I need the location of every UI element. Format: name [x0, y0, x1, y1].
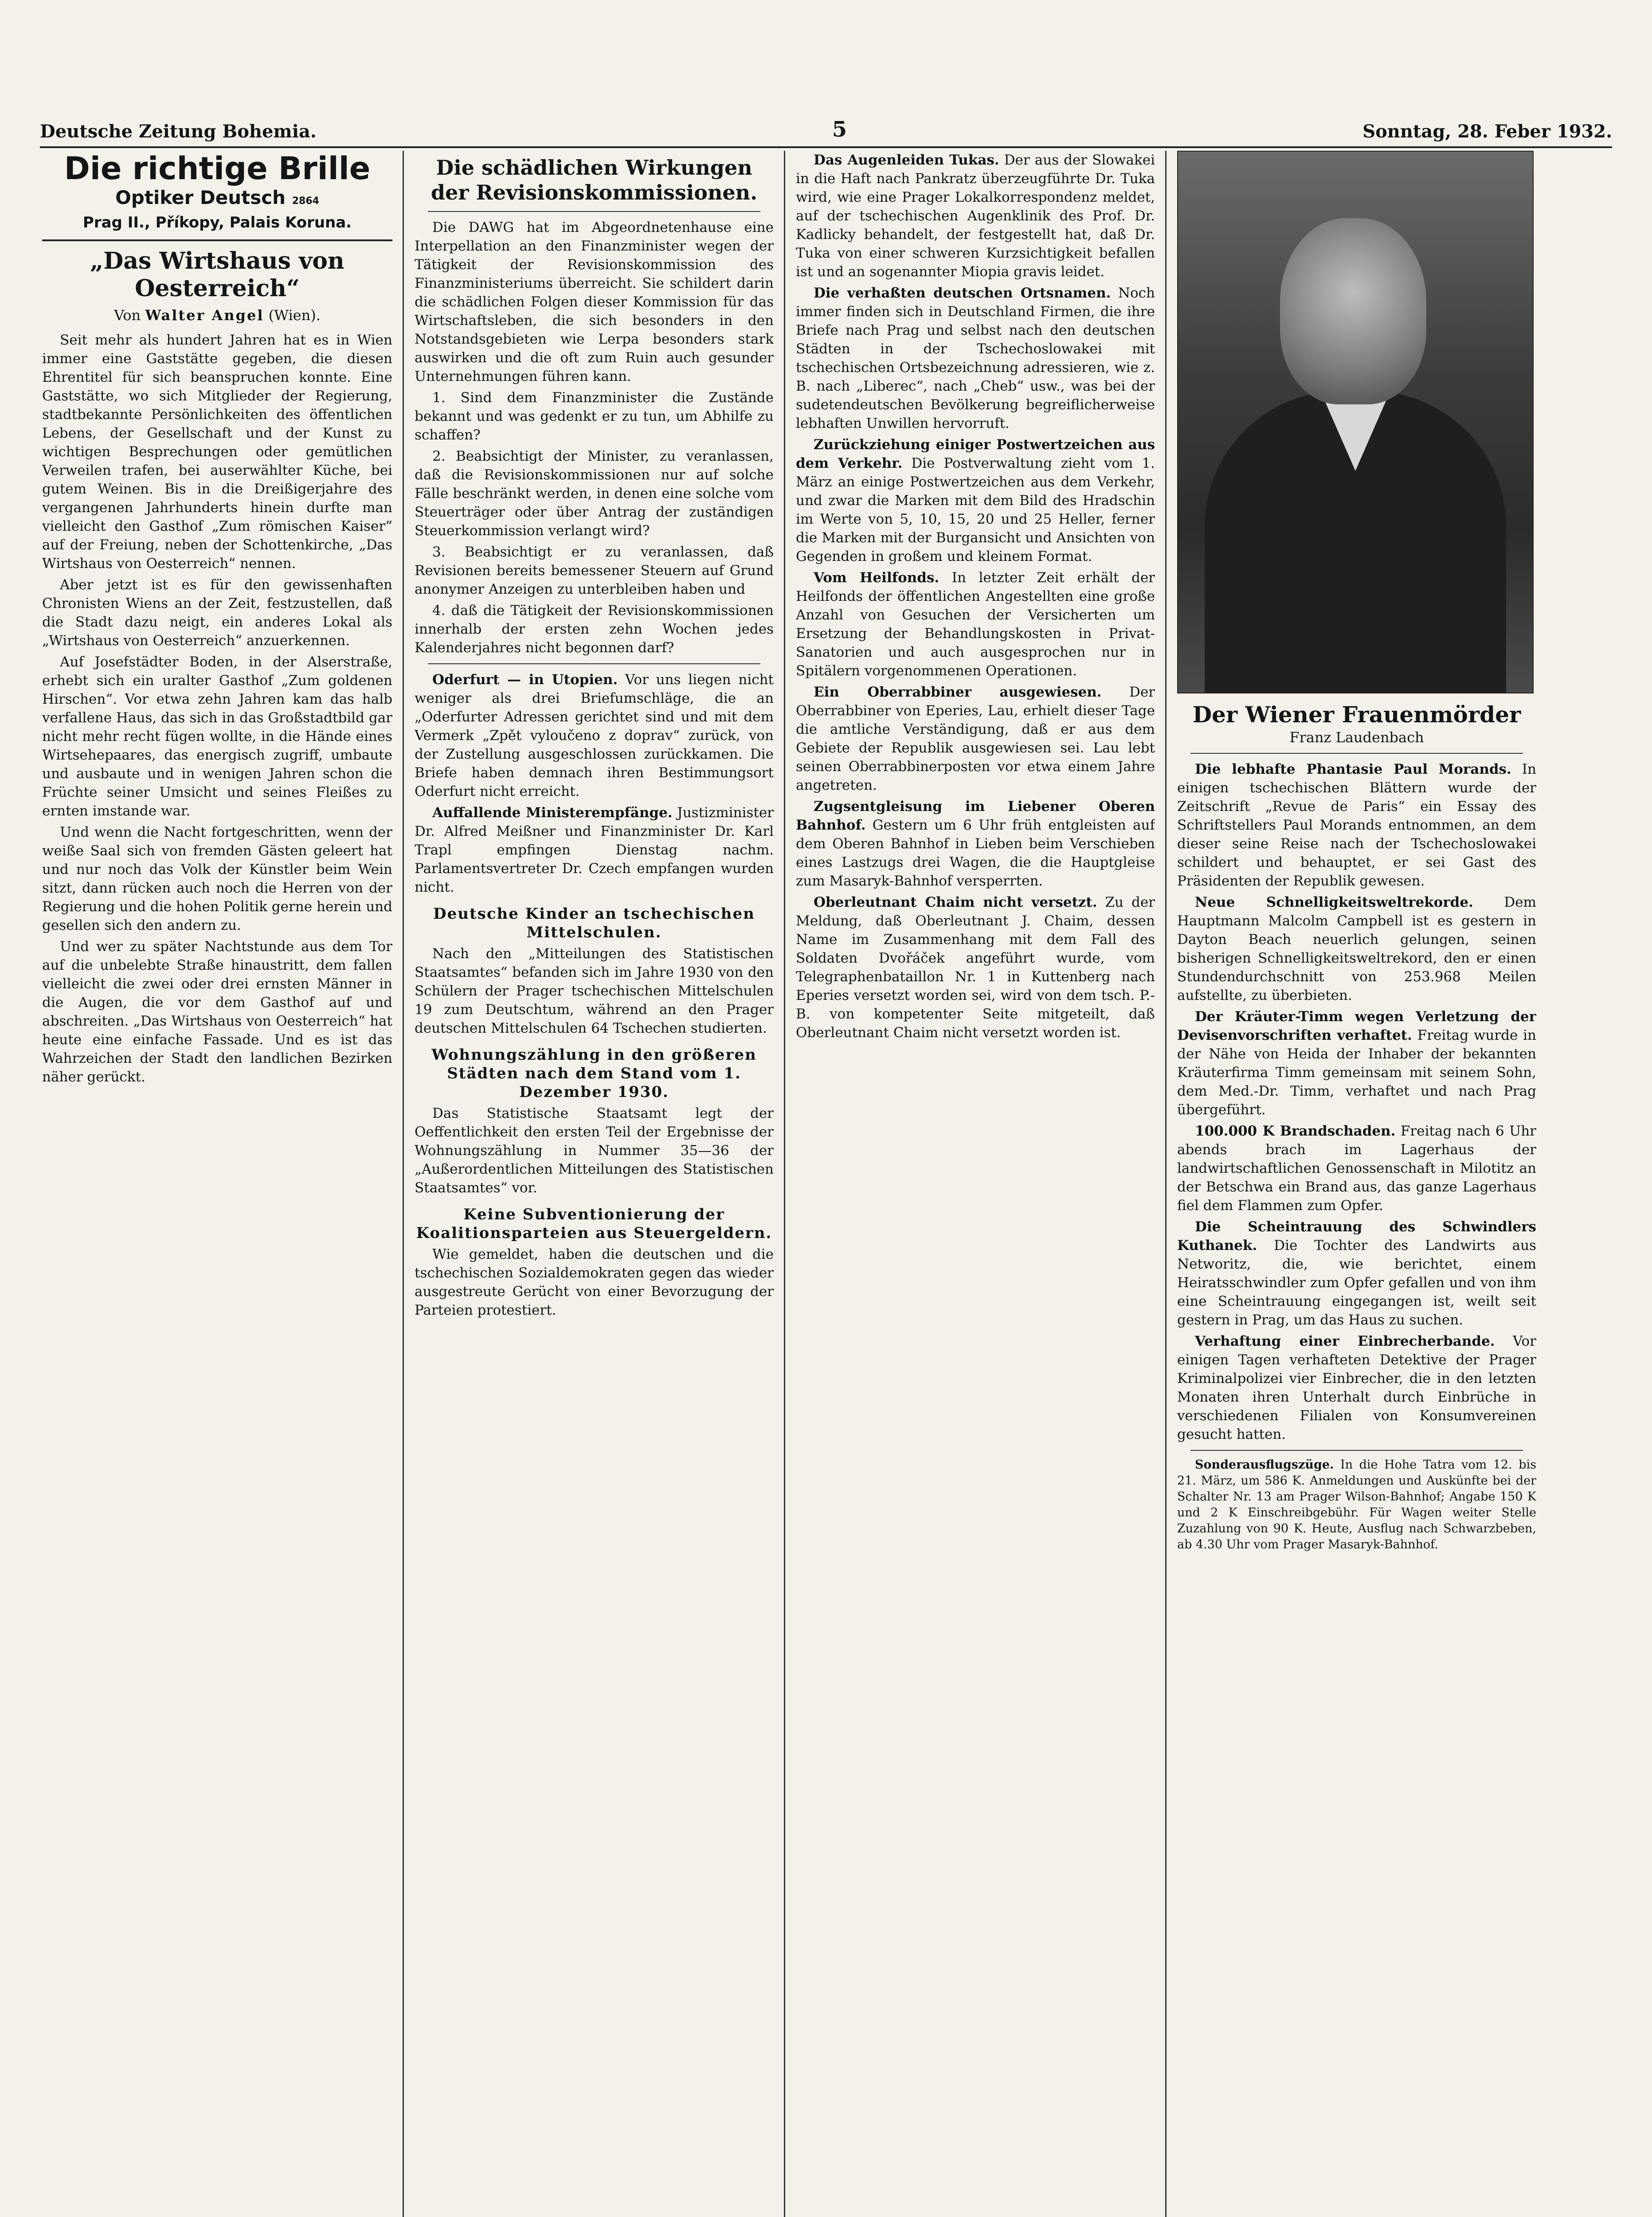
article-paragraph: Die DAWG hat im Abgeordnetenhause eine Interpellation an den Finanzminister wegen der Tätigkeit der Revisionskommission des Finanzministeriums überreicht. Sie schildert darin die schädlichen Folgen dieser Kommission für das Wirtschaftsleben, die sich besonders in den Notstandsgebieten wie Lerpa besonders stark auswirken und die oft zum Ruin auch gesunder Unternehmungen führen kann. — [415, 219, 774, 384]
divider — [428, 211, 760, 212]
news-item-lead: Sonderausflugszüge. — [1195, 1458, 1334, 1472]
news-item — [1177, 1457, 1536, 1553]
byline-prefix: Von — [114, 307, 141, 324]
news-subhead: Deutsche Kinder an tschechischen Mittelschulen. — [433, 905, 755, 941]
news-item-text: In einigen tschechischen Blättern wurde der Zeitschrift „Revue de Paris“ ein Essay des Schriftstellers Paul Morands entnommen, an dem dieser seine Reise nach der Tschechoslowakei schildert und behauptet, er sei Gast des Präsidenten der Republik gewesen. — [1177, 761, 1536, 889]
article-paragraph: Auf Josefstädter Boden, in der Alserstraße, erhebt sich ein uralter Gasthof „Zum goldenen Hirschen“. Vor etwa zehn Jahren kam das halb verfallene Haus, das sich in das Großstadtbild gar nicht mehr recht fügen wollte, in die Hände eines Wirtsehepaares, das energisch zugriff, umbaute und ausbaute und in wenigen Jahren schon die Früchte seiner Umsicht und seines Fleißes zu ernten imstande war. — [42, 654, 392, 819]
column-4 — [1177, 151, 1536, 2217]
news-item — [1177, 1122, 1536, 1215]
article-headline: Die schädlichen Wirkungen der Revisionskommissionen. — [431, 156, 758, 204]
ad-company-name: Optiker Deutsch — [115, 187, 286, 208]
news-item-lead: Ein Oberrabbiner ausgewiesen. — [814, 684, 1102, 700]
news-subhead: Keine Subventionierung der Koalitionsparteien aus Steuergeldern. — [416, 1206, 772, 1242]
news-item-text: Dem Hauptmann Malcolm Campbell ist es gestern in Dayton Beach neuerlich gelungen, seinen bisherigen Schnelligkeitsweltrekord, den er einen Stundendurchschnitt von 253.968 Meilen aufstellte, zu überbieten. — [1177, 894, 1536, 1003]
article-paragraph: Seit mehr als hundert Jahren hat es in Wien immer eine Gaststätte gegeben, die diesen Ehrentitel für sich beanspruchen konnte. Eine Gaststätte, wo sich Mitglieder der Regierung, stadtbekannte Persönlichkeiten des öffentlichen Lebens, der Gesellschaft und der Kunst zu wichtigen Besprechungen oder gemütlichen Verweilen trafen, bei auserwählter Küche, bei gutem Weinen. Bis in die Dreißigerjahre des vergangenen Jahrhunderts hinein durfte man vielleicht den Gasthof „Zum römischen Kaiser“ auf der Freiung, neben der Schottenkirche, „Das Wirtshaus von Oesterreich“ nennen. — [42, 332, 392, 572]
news-item-text: Wie gemeldet, haben die deutschen und die tschechischen Sozialdemokraten gegen das wieder ausgestreute Gerücht von einer Bevorzugung der Parteien protestiert. — [415, 1246, 774, 1318]
article-byline — [42, 306, 392, 325]
news-item — [415, 670, 774, 801]
news-item-lead: Oberleutnant Chaim nicht versetzt. — [814, 894, 1097, 910]
column-divider — [784, 151, 785, 2217]
news-item-lead: Verhaftung einer Einbrecherbande. — [1195, 1333, 1495, 1349]
news-item — [796, 797, 1155, 890]
ad-code: 2864 — [292, 196, 319, 207]
news-item — [1177, 760, 1536, 890]
news-item — [415, 803, 774, 897]
divider — [428, 663, 760, 664]
news-item-lead: 100.000 K Brandschaden. — [1195, 1123, 1396, 1139]
news-item — [1177, 1332, 1536, 1444]
news-item — [796, 284, 1155, 433]
news-item-text: Freitag wurde in der Nähe von Heida der Inhaber der bekannten Kräuterfirma Timm gemeinsam mit seinem Sohn, dem Med.-Dr. Timm, verhaftet und nach Prag übergeführt. — [1177, 1027, 1536, 1118]
divider — [1190, 753, 1523, 754]
news-item-text: In die Hohe Tatra vom 12. bis 21. März, um 586 K. Anmeldungen und Auskünfte bei der Schalter Nr. 13 am Prager Wilson-Bahnhof; Angabe 150 K und 2 K Einschreibgebühr. Für Wagen weiter Stelle Zuzahlung von 90 K. Heute, Ausflug nach Schwarzbeben, ab 4.30 Uhr vom Prager Masaryk-Bahnhof. — [1177, 1458, 1536, 1551]
news-item-lead: Die verhaßten deutschen Ortsnamen. — [814, 285, 1111, 301]
news-item — [796, 435, 1155, 566]
news-item-lead: Zugsentgleisung im Liebener Oberen Bahnhof. — [796, 799, 1155, 833]
news-item-text: Der Oberrabbiner von Eperies, Lau, erhielt dieser Tage die amtliche Verständigung, daß er aus dem Gebiete der Republik ausgewiesen sei. Lau lebt seinen Oberrabbinerposten vor etwa einem Jahre angetreten. — [796, 684, 1155, 793]
news-item — [1177, 1007, 1536, 1119]
news-item-text: Die Postverwaltung zieht vom 1. März an einige Postwertzeichen aus dem Verkehr, und zwar die Marken mit dem Bild des Hradschin im Werte von 5, 10, 15, 20 und 25 Heller, ferner die Marken mit der Burgansicht und Ansichten von Gegenden in großem und kleinem Format. — [796, 455, 1155, 564]
column-divider — [1165, 151, 1167, 2217]
news-item-lead: Die lebhafte Phantasie Paul Morands. — [1195, 761, 1511, 777]
divider — [1190, 1450, 1523, 1451]
ad-company — [42, 186, 392, 213]
article-paragraph: 2. Beabsichtigt der Minister, zu veranlassen, daß die Revisionskommissionen nur auf solche Fälle beschränkt werden, in denen eine solche vom Steuerträger oder über Antrag der zuständigen Steuerkommission verlangt wird? — [415, 448, 774, 539]
news-item-text: Der aus der Slowakei in die Haft nach Pankratz überzeugführte Dr. Tuka wird, wie eine Prager Lokalkorrespondenz meldet, auf der tschechischen Augenklinik des Prof. Dr. Kadlicky behandelt, der festgestellt hat, daß Dr. Tuka von einer schweren Kurzsichtigkeit befallen ist und an sogenannter Miopia gravis leidet. — [796, 152, 1155, 280]
news-item-text: Das Statistische Staatsamt legt der Oeffentlichkeit den ersten Teil der Ergebnisse der Wohnungszählung in Nummer 35—36 der „Außerordentlichen Mitteilungen des Statistischen Staatsamtes“ vor. — [415, 1105, 774, 1196]
news-item-lead: Das Augenleiden Tukas. — [814, 152, 999, 168]
byline-suffix: (Wien). — [268, 307, 321, 324]
news-item — [796, 683, 1155, 795]
news-item-lead: Vom Heilfonds. — [814, 570, 940, 586]
column-2 — [415, 151, 774, 2217]
news-item-text: Vor einigen Tagen verhafteten Detektive der Prager Kriminalpolizei vier Einbrecher, die in den letzten Monaten ihren Unterhalt durch Einbrüche in verschiedenen Filialen von Konsumvereinen gesucht hatten. — [1177, 1333, 1536, 1442]
portrait-photo — [1177, 151, 1534, 693]
news-item — [796, 151, 1155, 281]
masthead-page-number: 5 — [832, 117, 847, 142]
column-3 — [796, 151, 1155, 2217]
ad-address: Prag II., Příkopy, Palais Koruna. — [82, 214, 352, 231]
article-headline: „Das Wirtshaus von Oesterreich“ — [90, 247, 344, 302]
news-item-lead: Oderfurt — in Utopien. — [432, 672, 618, 688]
news-item — [796, 893, 1155, 1042]
news-item-lead: Auffallende Ministerempfänge. — [432, 805, 673, 821]
news-item — [1177, 1218, 1536, 1329]
masthead-paper-name: Deutsche Zeitung Bohemia. — [40, 121, 317, 142]
news-item-lead: Zurückziehung einiger Postwertzeichen aus dem Verkehr. — [796, 437, 1155, 471]
masthead-date: Sonntag, 28. Feber 1932. — [1362, 121, 1612, 142]
column-divider — [403, 151, 404, 2217]
news-item-text: Vor uns liegen nicht weniger als drei Briefumschläge, die an „Oderfurter Adressen gerichtet sind und mit dem Vermerk „Zpět vyloučeno z doprav“ zurück, von der Zustellung ausgeschlossen zurückkamen. Die Briefe haben demnach ihren Bestimmungsort Oderfurt nicht erreicht. — [415, 672, 774, 799]
article-paragraph: 3. Beabsichtigt er zu veranlassen, daß Revisionen bereits bemessener Steuern auf Grund anonymer Anzeigen zu unterbleiben haben und — [415, 544, 774, 597]
news-item-text: Noch immer finden sich in Deutschland Firmen, die ihre Briefe nach Prag und selbst nach den deutschen Städten in der Tschechoslowakei mit tschechischen Ortsbezeichnung adressieren, wie z. B. nach „Liberec“, nach „Cheb“ usw., was bei der sudetendeutschen Bevölkerung begreiflicherweise lebhaften Unwillen hervorruft. — [796, 285, 1155, 431]
ad-title: Die richtige Brille — [64, 151, 371, 187]
article-paragraph: Und wer zu später Nachtstunde aus dem Tor auf die unbelebte Straße hinaustritt, dem fallen vielleicht die zwei oder drei ernsten Männer in die Augen, die vor dem Gasthof auf und abschreiten. „Das Wirtshaus von Oesterreich“ hat heute eine einfache Fassade. Und es ist das Wahrzeichen der Stadt den landlichen Bezirken näher gerückt. — [42, 939, 392, 1085]
column-1 — [42, 151, 392, 2217]
news-subhead: Wohnungszählung in den größeren Städten nach dem Stand vom 1. Dezember 1930. — [431, 1046, 757, 1101]
news-item-text: Zu der Meldung, daß Oberleutnant J. Chaim, dessen Name im Zusammenhang mit dem Fall des Soldaten Dvořáček angeführt wurde, vom Telegraphenbataillon Nr. 1 in Kuttenberg nach Eperies versetzt worden sei, wird von dem tsch. P.-B. von kompetenter Seite mitgeteilt, daß Oberleutnant Chaim nicht versetzt worden ist. — [796, 894, 1155, 1041]
photo-head — [1280, 218, 1426, 404]
news-item-lead: Der Kräuter-Timm wegen Verletzung der Devisenvorschriften verhaftet. — [1177, 1009, 1536, 1043]
optician-advertisement — [42, 151, 392, 241]
article-paragraph: Aber jetzt ist es für den gewissenhaften Chronisten Wiens an der Zeit, festzustellen, daß die Stadt dazu neigt, ein anderes Lokal als „Wirtshaus von Oesterreich“ anzuerkennen. — [42, 577, 392, 649]
news-item-text: Nach den „Mitteilungen des Statistischen Staatsamtes“ befanden sich im Jahre 1930 von den Schülern der Prager tschechischen Mittelschulen 19 zum Deutschtum, während an den Prager deutschen Mittelschulen 64 Tschechen studierten. — [415, 946, 774, 1036]
article-paragraph: 1. Sind dem Finanzminister die Zustände bekannt und was gedenkt er zu tun, um Abhilfe zu schaffen? — [415, 390, 774, 443]
news-item-lead: Neue Schnelligkeitsweltrekorde. — [1195, 894, 1473, 910]
article-paragraph: 4. daß die Tätigkeit der Revisionskommissionen innerhalb der ersten zehn Wochen jedes Kalenderjahres nicht begonnen darf? — [415, 603, 774, 656]
news-item — [796, 568, 1155, 680]
news-item-text: Freitag nach 6 Uhr abends brach im Lagerhaus der landwirtschaftlichen Genossenschaft in Milotitz an der Betschwa ein Brand aus, das ganze Lagerhaus fiel dem Flammen zum Opfer. — [1177, 1123, 1536, 1214]
byline-author: Walter Angel — [145, 307, 264, 324]
news-item-text: Gestern um 6 Uhr früh entgleisten auf dem Oberen Bahnhof in Lieben beim Verschieben eines Lastzugs drei Wagen, die die Hauptgleise zum Masaryk-Bahnhof versperrten. — [796, 817, 1155, 889]
news-item-text: Die Tochter des Landwirts aus Networitz, die, wie berichtet, einem Heiratsschwindler zum Opfer gefallen und von ihm eine Scheintrauung eingegangen ist, weilt seit gestern in Prag, um das Haus zu suchen. — [1177, 1238, 1536, 1328]
article-paragraph: Und wenn die Nacht fortgeschritten, wenn der weiße Saal sich von fremden Gästen geleert hat und nur noch das Volk der Künstler beim Wein sitzt, dann rücken auch noch die Herren von der Regierung und die hohen Politik gerne herein und gesellen sich den andern zu. — [42, 824, 392, 933]
news-item — [1177, 893, 1536, 1005]
news-item-lead: Die Scheintrauung des Schwindlers Kuthanek. — [1177, 1219, 1536, 1253]
news-item-text: In letzter Zeit erhält der Heilfonds der öffentlichen Angestellten eine große Anzahl von Gesuchen der Versicherten um Ersetzung der Behandlungskosten in Privat-Sanatorien und auch ausgesprochen nur in Spitälern vorgenommenen Operationen. — [796, 570, 1155, 679]
news-item-text: Justizminister Dr. Alfred Meißner und Finanzminister Dr. Karl Trapl empfingen Dienstag nachm. Parlamentsvertreter Dr. Czech empfangen wurden nicht. — [415, 805, 774, 895]
masthead — [40, 106, 1612, 148]
photo-caption-title: Der Wiener Frauenmörder — [1192, 701, 1521, 728]
photo-caption-name: Franz Laudenbach — [1289, 729, 1424, 746]
